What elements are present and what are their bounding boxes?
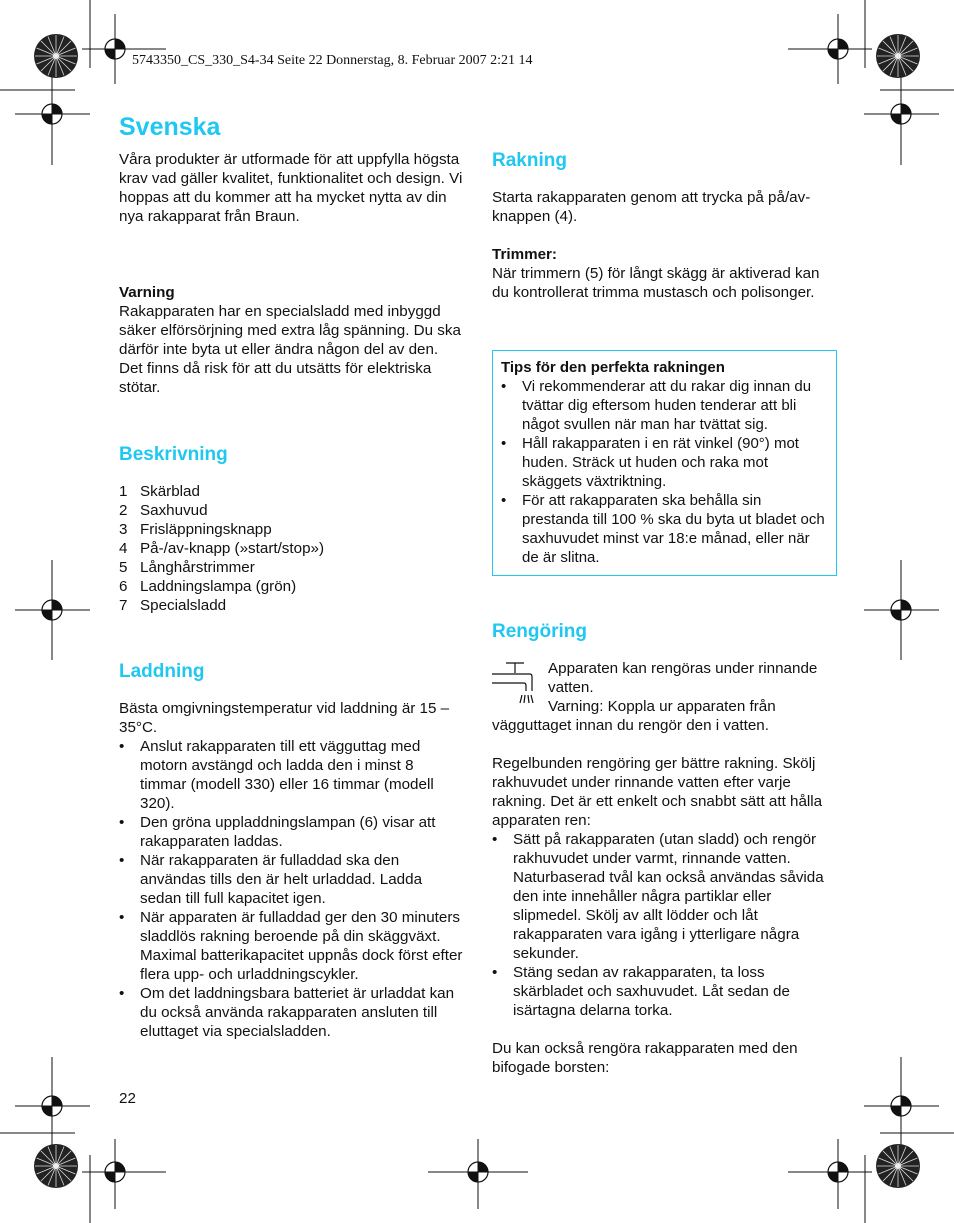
color-wheel-icon xyxy=(34,34,78,78)
bullet-text: När rakapparaten är fulladdad ska den användas tills den är helt urladdad. Ladda sedan till full kapacitet igen. xyxy=(140,852,423,907)
bullet: • xyxy=(119,985,125,1002)
bullet-text: Anslut rakapparaten till ett vägguttag med motorn avstängd och ladda den i minst 8 timmar (modell 330) eller 16 timmar (modell 320). xyxy=(140,738,434,812)
warning-section xyxy=(119,283,464,397)
registration-mark-icon xyxy=(885,98,917,130)
item-number: 2 xyxy=(119,502,128,519)
list-item xyxy=(119,813,464,851)
cleaning-paragraph: Regelbunden rengöring ger bättre rakning. Skölj rakhuvudet under rinnande vatten efter varje rakning. Det är ett enkelt och snabbt sätt att hålla apparaten ren: xyxy=(492,755,823,829)
bullet-text: Den gröna uppladdningslampan (6) visar att rakapparaten laddas. xyxy=(140,814,436,850)
list-item xyxy=(492,963,837,1020)
registration-mark-icon xyxy=(822,33,854,65)
list-item xyxy=(501,377,828,434)
bullet-text: Stäng sedan av rakapparaten, ta loss skärbladet och saxhuvudet. Låt sedan de isärtagna delarna torka. xyxy=(513,964,790,1019)
list-item xyxy=(119,501,464,520)
bullet: • xyxy=(119,814,125,831)
item-number: 7 xyxy=(119,597,128,614)
charging-intro: Bästa omgivningstemperatur vid laddning är 15 – 35°C. xyxy=(119,700,450,736)
bullet-text: När apparaten är fulladdad ger den 30 minuters sladdlös rakning beroende på din skäggväxt. Maximal batterikapacitet uppnås dock först efter flera upp- och urladdningscykler. xyxy=(140,909,463,983)
list-item xyxy=(119,520,464,539)
print-slug: 5743350_CS_330_S4-34 Seite 22 Donnerstag, 8. Februar 2007 2:21 14 xyxy=(132,53,533,68)
list-item xyxy=(119,539,464,558)
registration-mark-icon xyxy=(822,1156,854,1188)
tips-bullets xyxy=(501,377,828,567)
item-number: 6 xyxy=(119,578,128,595)
bullet: • xyxy=(501,492,507,509)
item-label: Långhårstrimmer xyxy=(140,559,255,576)
cleaning-section xyxy=(492,754,837,1077)
item-label: Skärblad xyxy=(140,483,200,500)
page-number: 22 xyxy=(119,1090,136,1107)
list-item xyxy=(119,908,464,984)
shaving-section xyxy=(492,188,837,302)
cleaning-bullets xyxy=(492,830,837,1020)
parts-list xyxy=(119,482,464,615)
faucet-note xyxy=(548,659,838,697)
item-label: Saxhuvud xyxy=(140,502,208,519)
registration-mark-icon xyxy=(885,594,917,626)
color-wheel-icon xyxy=(34,1144,78,1188)
charging-bullets xyxy=(119,737,464,1041)
item-label: Laddningslampa (grön) xyxy=(140,578,297,595)
list-item xyxy=(119,851,464,908)
trimmer-text: När trimmern (5) för långt skägg är aktiverad kan du kontrollerat trimma mustasch och polisonger. xyxy=(492,265,820,301)
charging-section xyxy=(119,699,464,1041)
list-item xyxy=(119,984,464,1041)
item-number: 1 xyxy=(119,483,128,500)
tips-box xyxy=(492,350,837,576)
bullet: • xyxy=(119,852,125,869)
list-item xyxy=(501,434,828,491)
item-label: Specialsladd xyxy=(140,597,227,614)
registration-mark-icon xyxy=(36,98,68,130)
bullet: • xyxy=(119,909,125,926)
list-item xyxy=(501,491,828,567)
registration-mark-icon xyxy=(885,1090,917,1122)
faucet-text: Apparaten kan rengöras under rinnande vatten. xyxy=(548,660,818,696)
bullet: • xyxy=(501,378,507,395)
bullet: • xyxy=(119,738,125,755)
bullet: • xyxy=(492,831,498,848)
bullet: • xyxy=(492,964,498,981)
bullet-text: Om det laddningsbara batteriet är urladdat kan du också använda rakapparaten ansluten till eluttaget via specialsladden. xyxy=(140,985,455,1040)
item-number: 5 xyxy=(119,559,128,576)
trimmer-heading: Trimmer: xyxy=(492,246,557,263)
color-wheel-icon xyxy=(876,34,920,78)
description-heading: Beskrivning xyxy=(119,444,228,465)
intro-paragraph: Våra produkter är utformade för att uppfylla högsta krav vad gäller kvalitet, funktionalitet och design. Vi hoppas att du kommer att ha mycket nytta av din nya rakapparat från Braun. xyxy=(119,151,463,225)
registration-mark-icon xyxy=(36,594,68,626)
list-item xyxy=(119,596,464,615)
item-label: Frisläppningsknapp xyxy=(140,521,272,538)
item-number: 3 xyxy=(119,521,128,538)
registration-mark-icon xyxy=(462,1156,494,1188)
list-item xyxy=(119,558,464,577)
bullet-text: Vi rekommenderar att du rakar dig innan du tvättar dig eftersom huden tenderar att bli något svullen när man har tvättat sig. xyxy=(522,378,812,433)
item-number: 4 xyxy=(119,540,128,557)
list-item xyxy=(492,830,837,963)
warning-text: Rakapparaten har en specialsladd med inbyggd säker elförsörjning med extra låg spänning. Du ska därför inte byta ut eller ändra någon del av den. Det finns då risk för att du utsätts för elektriska stötar. xyxy=(119,303,461,396)
bullet-text: För att rakapparaten ska behålla sin prestanda till 100 % ska du byta ut bladet och saxhuvudet minst var 18:e månad, eller när de är slitna. xyxy=(522,492,825,566)
page-title: Svenska xyxy=(119,113,221,141)
item-label: På-/av-knapp (»start/stop») xyxy=(140,540,325,557)
bullet-text: Sätt på rakapparaten (utan sladd) och rengör rakhuvudet under varmt, rinnande vatten. Naturbaserad tvål kan också användas såvida den inte innehåller några partiklar eller slipmedel. Skölj av allt lödder och låt rakapparaten vara igång i ytterligare några sekunder. xyxy=(513,831,824,962)
list-item xyxy=(119,482,464,501)
tips-heading: Tips för den perfekta rakningen xyxy=(501,359,725,376)
registration-mark-icon xyxy=(36,1090,68,1122)
registration-mark-icon xyxy=(99,1156,131,1188)
faucet-warning: Varning: Koppla ur apparaten från vägguttaget innan du rengör den i vatten. xyxy=(492,698,776,734)
cleaning-heading: Rengöring xyxy=(492,621,587,642)
charging-heading: Laddning xyxy=(119,661,205,682)
list-item xyxy=(119,737,464,813)
bullet-text: Håll rakapparaten i en rät vinkel (90°) mot huden. Sträck ut huden och raka mot skäggets växtriktning. xyxy=(522,435,799,490)
registration-mark-icon xyxy=(99,33,131,65)
shaving-heading: Rakning xyxy=(492,150,567,171)
list-item xyxy=(119,577,464,596)
cleaning-outro: Du kan också rengöra rakapparaten med den bifogade borsten: xyxy=(492,1040,798,1076)
shaving-text: Starta rakapparaten genom att trycka på på/av-knappen (4). xyxy=(492,189,811,225)
color-wheel-icon xyxy=(876,1144,920,1188)
warning-heading: Varning xyxy=(119,284,175,301)
bullet: • xyxy=(501,435,507,452)
